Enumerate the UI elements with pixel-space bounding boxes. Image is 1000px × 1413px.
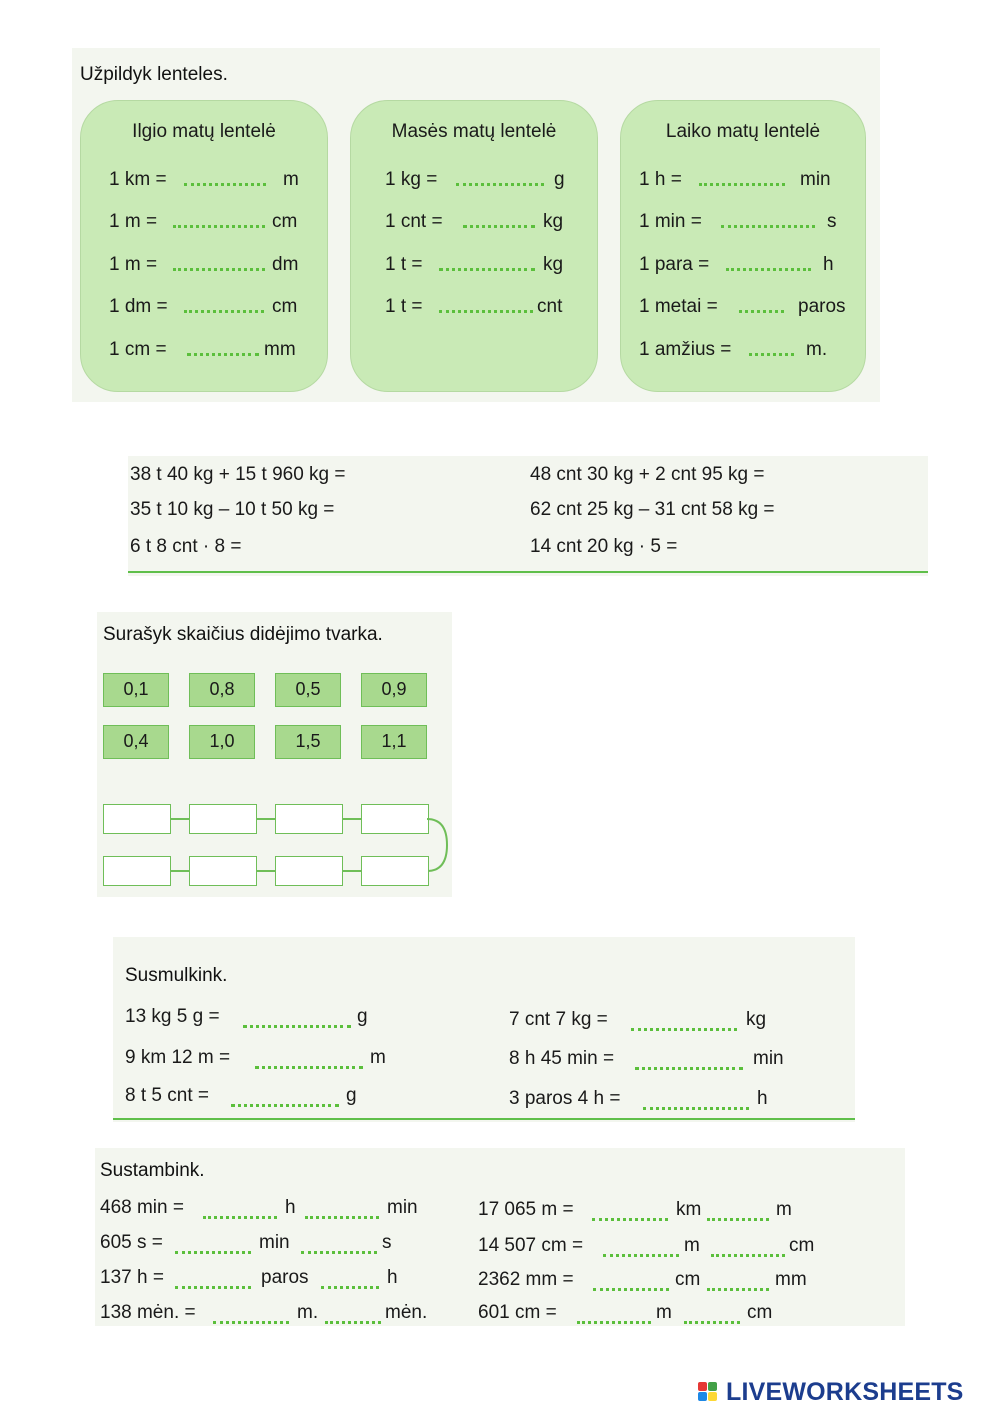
table-row: [621, 169, 865, 199]
table-row: [81, 339, 327, 369]
logo-square-icon: [708, 1382, 717, 1391]
row-unit: g: [554, 169, 565, 190]
answer-blank[interactable]: [231, 1092, 339, 1107]
answer-blank[interactable]: [577, 1309, 651, 1324]
equation-label: 7 cnt 7 kg =: [509, 1009, 608, 1030]
table-row: [351, 169, 597, 199]
row-unit: h: [823, 254, 834, 275]
equation: 38 t 40 kg + 15 t 960 kg =: [130, 464, 346, 485]
equation: 62 cnt 25 kg – 31 cnt 58 kg =: [530, 499, 775, 520]
card-title: Masės matų lentelė: [391, 121, 557, 142]
equation-unit: h: [387, 1267, 398, 1288]
row-unit: cm: [272, 211, 298, 232]
logo-square-icon: [708, 1392, 717, 1401]
table-row: [81, 296, 327, 326]
answer-blank[interactable]: [631, 1016, 737, 1031]
answer-blank[interactable]: [456, 169, 544, 186]
answer-blank[interactable]: [184, 169, 266, 186]
answer-blank[interactable]: [699, 169, 785, 186]
logo-square-icon: [698, 1392, 707, 1401]
equation-unit: h: [285, 1197, 296, 1218]
answer-blank[interactable]: [749, 339, 794, 356]
connector: [171, 818, 189, 820]
ordering-section: [97, 612, 452, 897]
break-down-section: [113, 937, 855, 1122]
answer-blank[interactable]: [203, 1204, 277, 1219]
answer-blank[interactable]: [187, 339, 259, 356]
answer-blank[interactable]: [184, 296, 264, 313]
number-card: 0,4: [103, 725, 169, 759]
answer-blank[interactable]: [707, 1206, 769, 1221]
answer-blank[interactable]: [603, 1242, 679, 1257]
row-label: 1 min =: [639, 211, 702, 232]
answer-box[interactable]: [103, 804, 171, 834]
answer-blank[interactable]: [243, 1013, 351, 1028]
answer-box[interactable]: [361, 804, 429, 834]
answer-blank[interactable]: [726, 254, 811, 271]
equation-unit: mm: [775, 1269, 807, 1290]
answer-blank[interactable]: [321, 1274, 379, 1289]
answer-blank[interactable]: [463, 211, 535, 228]
row-label: 1 km =: [109, 169, 167, 190]
row-label: 1 t =: [385, 296, 423, 317]
equation-label: 138 mėn. =: [100, 1302, 196, 1323]
answer-blank[interactable]: [593, 1276, 669, 1291]
table-row: [351, 211, 597, 241]
equation-label: 137 h =: [100, 1267, 164, 1288]
equation-unit: paros: [261, 1267, 309, 1288]
connector: [343, 818, 361, 820]
connector: [257, 870, 275, 872]
connector: [343, 870, 361, 872]
row-label: 1 t =: [385, 254, 423, 275]
equation-unit: g: [357, 1006, 368, 1027]
equation-unit: m: [776, 1199, 792, 1220]
answer-blank[interactable]: [592, 1206, 668, 1221]
equation-unit: s: [382, 1232, 392, 1253]
equation-unit: m: [656, 1302, 672, 1323]
row-label: 1 h =: [639, 169, 682, 190]
equation-label: 8 h 45 min =: [509, 1048, 615, 1069]
divider: [113, 1118, 855, 1120]
table-row: [81, 169, 327, 199]
logo-square-icon: [698, 1382, 707, 1391]
answer-box[interactable]: [275, 856, 343, 886]
answer-blank[interactable]: [721, 211, 815, 228]
row-label: 1 kg =: [385, 169, 438, 190]
answer-blank[interactable]: [643, 1095, 749, 1110]
number-card: 0,5: [275, 673, 341, 707]
equation: 14 cnt 20 kg · 5 =: [530, 536, 678, 557]
row-label: 1 cm =: [109, 339, 167, 360]
equation-label: 17 065 m =: [478, 1199, 574, 1220]
equation-unit: min: [387, 1197, 418, 1218]
row-unit: m.: [806, 339, 828, 360]
answer-box[interactable]: [103, 856, 171, 886]
answer-blank[interactable]: [711, 1242, 785, 1257]
equation-unit: g: [346, 1085, 357, 1106]
combine-units-section: [95, 1148, 905, 1326]
equation-unit: min: [753, 1048, 784, 1069]
row-unit: s: [827, 211, 837, 232]
logo-text: LIVEWORKSHEETS: [726, 1378, 964, 1406]
row-unit: paros: [798, 296, 846, 317]
table-row: [81, 254, 327, 284]
equation-unit: h: [757, 1088, 768, 1109]
equation: 35 t 10 kg – 10 t 50 kg =: [130, 499, 335, 520]
table-row: [81, 211, 327, 241]
length-table-card: [80, 100, 328, 392]
equation-unit: cm: [747, 1302, 773, 1323]
equation-label: 605 s =: [100, 1232, 163, 1253]
section-title: Sustambink.: [100, 1160, 205, 1181]
section-title: Susmulkink.: [125, 965, 228, 986]
equation-unit: cm: [675, 1269, 701, 1290]
answer-blank[interactable]: [439, 296, 533, 313]
answer-blank[interactable]: [173, 254, 265, 271]
number-card: 1,1: [361, 725, 427, 759]
answer-blank[interactable]: [213, 1309, 289, 1324]
row-label: 1 dm =: [109, 296, 168, 317]
row-label: 1 amžius =: [639, 339, 732, 360]
equation-label: 14 507 cm =: [478, 1235, 584, 1256]
equation-unit: km: [676, 1199, 702, 1220]
table-row: [621, 339, 865, 369]
answer-blank[interactable]: [175, 1239, 251, 1254]
connector: [257, 818, 275, 820]
row-unit: mm: [264, 339, 296, 360]
equation-label: 2362 mm =: [478, 1269, 574, 1290]
row-label: 1 m =: [109, 211, 158, 232]
equation-label: 8 t 5 cnt =: [125, 1085, 209, 1106]
table-row: [621, 211, 865, 241]
equation-unit: cm: [789, 1235, 815, 1256]
card-title: Laiko matų lentelė: [665, 121, 821, 142]
answer-blank[interactable]: [175, 1274, 251, 1289]
row-unit: cnt: [537, 296, 563, 317]
card-title: Ilgio matų lentelė: [132, 121, 276, 142]
row-unit: kg: [543, 254, 564, 275]
mass-operations-section: [128, 456, 928, 576]
equation-label: 9 km 12 m =: [125, 1047, 231, 1068]
answer-blank[interactable]: [439, 254, 535, 271]
number-card: 0,1: [103, 673, 169, 707]
mass-table-card: [350, 100, 598, 392]
equation: 48 cnt 30 kg + 2 cnt 95 kg =: [530, 464, 765, 485]
answer-blank[interactable]: [325, 1309, 381, 1324]
equation-label: 468 min =: [100, 1197, 184, 1218]
row-unit: min: [800, 169, 831, 190]
row-unit: m: [283, 169, 299, 190]
equation-unit: min: [259, 1232, 290, 1253]
number-card: 1,0: [189, 725, 255, 759]
table-row: [621, 296, 865, 326]
time-table-card: [620, 100, 866, 392]
unit-tables-section: [72, 48, 880, 402]
number-card: 0,8: [189, 673, 255, 707]
section-title: Užpildyk lenteles.: [80, 64, 228, 85]
divider: [128, 571, 928, 573]
table-row: [621, 254, 865, 284]
connector: [171, 870, 189, 872]
table-row: [351, 296, 597, 326]
answer-blank[interactable]: [635, 1055, 743, 1070]
equation-unit: mėn.: [385, 1302, 428, 1323]
equation-unit: kg: [746, 1009, 767, 1030]
equation-unit: m.: [297, 1302, 319, 1323]
equation-label: 3 paros 4 h =: [509, 1088, 621, 1109]
row-label: 1 para =: [639, 254, 710, 275]
equation: 6 t 8 cnt · 8 =: [130, 536, 242, 557]
answer-blank[interactable]: [305, 1204, 379, 1219]
row-label: 1 cnt =: [385, 211, 443, 232]
answer-blank[interactable]: [301, 1239, 377, 1254]
row-label: 1 metai =: [639, 296, 718, 317]
answer-box[interactable]: [361, 856, 429, 886]
number-card: 0,9: [361, 673, 427, 707]
equation-label: 601 cm =: [478, 1302, 557, 1323]
curve-connector: [427, 816, 449, 874]
row-unit: cm: [272, 296, 298, 317]
answer-blank[interactable]: [739, 296, 784, 313]
answer-box[interactable]: [189, 856, 257, 886]
number-card: 1,5: [275, 725, 341, 759]
row-label: 1 m =: [109, 254, 158, 275]
answer-box[interactable]: [275, 804, 343, 834]
answer-blank[interactable]: [707, 1276, 769, 1291]
answer-blank[interactable]: [255, 1054, 363, 1069]
equation-unit: m: [684, 1235, 700, 1256]
equation-label: 13 kg 5 g =: [125, 1006, 220, 1027]
table-row: [351, 254, 597, 284]
row-unit: kg: [543, 211, 564, 232]
equation-unit: m: [370, 1047, 386, 1068]
answer-box[interactable]: [189, 804, 257, 834]
row-unit: dm: [272, 254, 299, 275]
section-title: Surašyk skaičius didėjimo tvarka.: [103, 624, 383, 645]
answer-blank[interactable]: [684, 1309, 740, 1324]
answer-blank[interactable]: [173, 211, 265, 228]
